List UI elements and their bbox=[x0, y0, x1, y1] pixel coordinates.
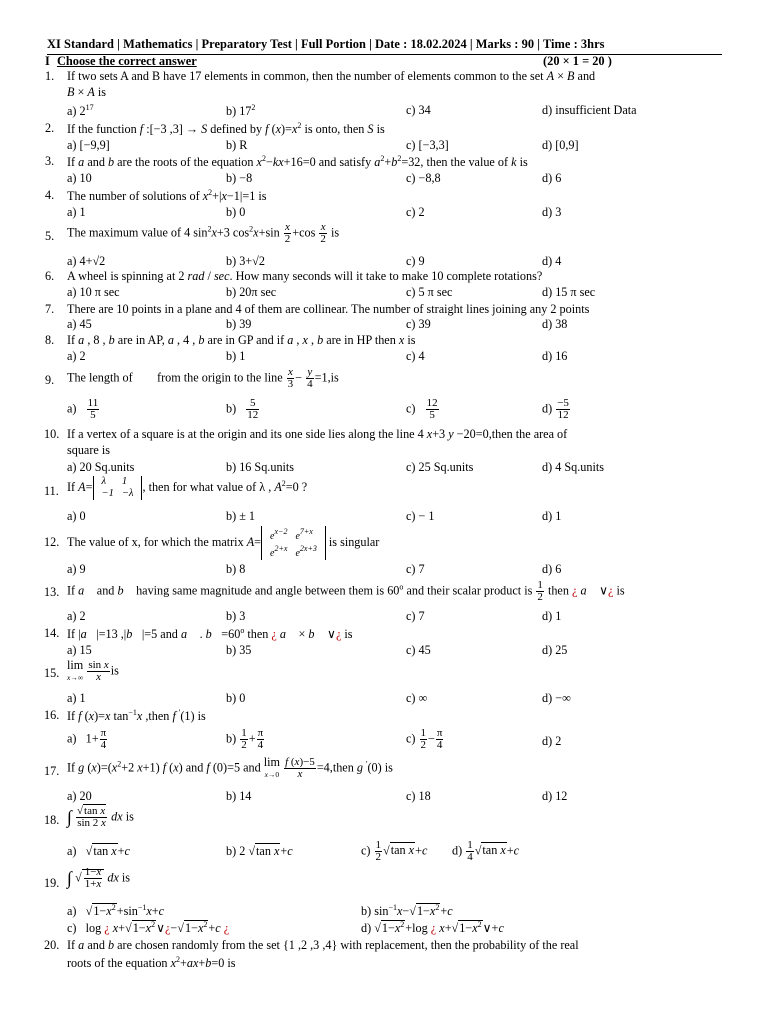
option-b: b) 35 bbox=[226, 643, 252, 657]
section-marks: (20 × 1 = 20 ) bbox=[543, 54, 612, 68]
question-number: 16. bbox=[44, 708, 60, 722]
question-number: 18. bbox=[44, 813, 60, 827]
section-number: I bbox=[45, 54, 50, 68]
option-b: b) $\frac{5}{12}$ bbox=[226, 397, 259, 421]
question-text: If a⃗ and b⃗ having same magnitude and angle between them is 60$^o$ and their scalar product is $\frac{1}{2}$ then ¿ a⃗ ∨¿ is bbox=[67, 579, 625, 603]
option-c: c) 34 bbox=[406, 103, 431, 117]
question-number: 5. bbox=[45, 229, 55, 243]
option-a: a) [−9,9] bbox=[67, 138, 110, 152]
question-text-line2: square is bbox=[67, 443, 110, 457]
option-d: d) 1 bbox=[542, 609, 562, 623]
section-heading bbox=[45, 54, 721, 69]
question-text: The length of from the origin to the line $\frac{x}{3}$ − $\frac{y}{4}$ =1,is bbox=[67, 366, 339, 390]
option-c: c) 45 bbox=[406, 643, 431, 657]
question-text: The number of solutions of $x^2+|x-1|=1$ is bbox=[67, 188, 267, 203]
paper-header: XI Standard | Mathematics | Preparatory Test | Full Portion | Date : 18.02.2024 | Marks : 90 | Time : 3hrs bbox=[47, 37, 722, 55]
question-text: lim x→∞ $\frac{\text{sin x}}{x}$ is bbox=[67, 658, 119, 683]
option-a: a) 1 bbox=[67, 691, 86, 705]
option-d: d) 4 Sq.units bbox=[542, 460, 604, 474]
option-a: a) 0 bbox=[67, 509, 86, 523]
question-text: The maximum value of 4 $\sin^2x+3$ $\cos^2x+\sin$ $\frac{x}{2}$ +cos $\frac{x}{2}$ is bbox=[67, 221, 340, 245]
option-a: a) 2 bbox=[67, 609, 86, 623]
option-b: b) R bbox=[226, 138, 248, 152]
option-c: c) 2 bbox=[406, 205, 425, 219]
option-c: c) $\frac{12}{5}$ bbox=[406, 397, 438, 421]
option-d: d) 2 bbox=[542, 734, 562, 748]
question-number: 10. bbox=[44, 427, 60, 441]
option-d: d) $\frac{1}{4}$ √tan x+c bbox=[452, 839, 520, 863]
option-b: b) 20π sec bbox=[226, 285, 277, 299]
option-a: a) 4+√2 bbox=[67, 254, 106, 268]
option-c: c) 4 bbox=[406, 349, 425, 363]
option-c: c) 18 bbox=[406, 789, 431, 803]
option-c: c) 7 bbox=[406, 562, 425, 576]
option-d: d) 1 bbox=[542, 509, 562, 523]
option-a: a) 1 bbox=[67, 205, 86, 219]
question-text: If a and b are the roots of the equation $x^2-kx+16=0$ and satisfy $a^2+b^2=32$, then the value of k is bbox=[67, 154, 528, 169]
question-number: 13. bbox=[44, 585, 60, 599]
question-text: If a , 8 , b are in AP, a , 4 , b are in GP and if a , x , b are in HP then x is bbox=[67, 333, 416, 347]
option-c: c) −8,8 bbox=[406, 171, 441, 185]
option-b: b) $\sin^{-1}x-√1-x^2+c$ bbox=[361, 903, 453, 918]
question-text: If a vertex of a square is at the origin and its one side lies along the line 4 x+3 y −20=0,then the area of bbox=[67, 427, 568, 441]
option-a: a) $2^{17}$ bbox=[67, 103, 94, 118]
question-text: is bbox=[97, 85, 107, 99]
option-d: d) 4 bbox=[542, 254, 562, 268]
option-c: c) 39 bbox=[406, 317, 431, 331]
option-b: b) 0 bbox=[226, 691, 246, 705]
question-number: 6. bbox=[45, 269, 55, 283]
option-a: a) 2 bbox=[67, 349, 86, 363]
option-d: d) $√1-x^2+\log$ ¿ $x+√1-x^2\vee+c$ bbox=[361, 920, 504, 935]
option-a: a) 10 π sec bbox=[67, 285, 120, 299]
option-c: c) $\frac{1}{2}$ − $\frac{\pi}{4}$ bbox=[406, 727, 443, 751]
option-c: c) 7 bbox=[406, 609, 425, 623]
option-d: d) [0,9] bbox=[542, 138, 579, 152]
option-c: c) 25 Sq.units bbox=[406, 460, 474, 474]
option-a: a) 1+ $\frac{\pi}{4}$ bbox=[67, 727, 107, 751]
option-d: d) 12 bbox=[542, 789, 568, 803]
question-number: 9. bbox=[45, 373, 55, 387]
question-text: There are 10 points in a plane and 4 of them are collinear. The number of straight lines joining any 2 points bbox=[67, 302, 590, 316]
option-d: d) 6 bbox=[542, 171, 562, 185]
question-text: The value of x, for which the matrix A= $e^{x-2}$ $e^{7+x}$ $e^{2+x}$ $e^{2x+3}$ is singular bbox=[67, 527, 380, 559]
option-d: d) 6 bbox=[542, 562, 562, 576]
option-a: a) 9 bbox=[67, 562, 86, 576]
question-number: 11. bbox=[44, 484, 59, 498]
question-text: If two sets A and B have 17 elements in common, then the number of elements common to the set bbox=[67, 69, 544, 83]
option-c: c) [−3,3] bbox=[406, 138, 449, 152]
option-b: b) $17^2$ bbox=[226, 103, 256, 118]
option-d: d) 38 bbox=[542, 317, 568, 331]
option-a: a) 45 bbox=[67, 317, 92, 331]
option-d: d) 3 bbox=[542, 205, 562, 219]
option-c: c) log ¿ $x+√1-x^2\vee¿-√1-x^2+c$ ¿ bbox=[67, 920, 230, 935]
question-text: If a and b are chosen randomly from the set {1 ,2 ,3 ,4} with replacement, then the probability of the real bbox=[67, 938, 579, 952]
option-a: a) $\frac{11}{5}$ bbox=[67, 397, 99, 421]
option-a: a) 10 bbox=[67, 171, 92, 185]
option-c: c) 9 bbox=[406, 254, 425, 268]
option-c: c) ∞ bbox=[406, 691, 428, 705]
question-text: If A= λ 1 −1 −λ , then for what value of λ , $A^2=0$ ? bbox=[67, 476, 308, 499]
option-b: b) −8 bbox=[226, 171, 253, 185]
option-c: c) 5 π sec bbox=[406, 285, 453, 299]
option-b: b) 0 bbox=[226, 205, 246, 219]
question-number: 12. bbox=[44, 535, 60, 549]
question-text: If g $(x)=(x^2+2$ x+1) f (x) and f (0)=5 and lim x→0 $\frac{f (x)-5}{x}$ =4,then g '(0) is bbox=[67, 755, 393, 780]
option-a: a) 20 bbox=[67, 789, 92, 803]
option-b: b) 3+√2 bbox=[226, 254, 265, 268]
option-d: d) 16 bbox=[542, 349, 568, 363]
question-number: 1. bbox=[45, 69, 55, 83]
option-b: b) 16 Sq.units bbox=[226, 460, 295, 474]
question-number: 4. bbox=[45, 188, 55, 202]
question-number: 20. bbox=[44, 938, 60, 952]
question-text: If |a⃗|=13 ,|b⃗|=5 and a⃗ . $b⃗=60^o$ then ¿ a⃗ × b⃗ ∨¿ is bbox=[67, 626, 353, 641]
option-b: b) 3 bbox=[226, 609, 246, 623]
question-text: A wheel is spinning at 2 rad / sec. How many seconds will it take to make 10 complete rotations? bbox=[67, 269, 543, 283]
question-text: ∫ √ $\frac{1-x}{1+x}$ dx is bbox=[67, 866, 131, 890]
option-b: b) 2 √tan x+c bbox=[226, 844, 293, 858]
question-text: If the function f :[−3 ,3] → S defined by f $(x)=x^2$ is onto, then S is bbox=[67, 121, 385, 136]
question-text-line2: roots of the equation $x^2+ax+b=0$ is bbox=[67, 955, 236, 970]
section-title: Choose the correct answer bbox=[56, 54, 197, 68]
question-paper-page: XI Standard | Mathematics | Preparatory Test | Full Portion | Date : 18.02.2024 | Marks : 90 | Time : 3hrs I Choose the correct answer (20 × 1 = 20 ) 1. If two sets A and B have 17 elements in common, then the number of elements common to the set A × B and B × A is a) $2^{17}$ b) $17^2$ c) 34 d) insufficient Data 2. If the function f :[−3 ,3] → S defined by f $(x)=x^2$ is onto, then S is a) [−9,9] b) R c) [−3,3] d) [0,9] 3. If a and b are the roots of the equation $x^2-kx+16=0$ and satisfy $a^2+b^2=32$, then the value of k is a) 10 b) −8 c) −8,8 d) 6 4. The number of solutions of $x^2+|x-1|=1$ is a) 1 b) 0 c) 2 d) 3 5. The maximum value of 4 $\sin^2x+3$ $\cos^2x+\sin$ $\frac{x}{2}$ +cos $\frac{x}{2}$ is a) 4+√2 b) 3+√2 c) 9 d) 4 6. A wheel is spinning at 2 rad / sec. How many seconds will it take to make 10 complete rotations? a) 10 π sec b) 20π sec c) 5 π sec d) 15 π sec 7. There are 10 points in a plane and 4 of them are collinear. The number of straight lines joining any 2 points a) 45 b) 39 c) 39 d) 38 8. If a , 8 , b are in AP, a , 4 , b are in GP and if a , x , b are in HP then x is a) 2 b) 1 c) 4 d) 16 9. The length of from the origin to the line $\frac{x}{3}$ − $\frac{y}{4}$ =1,is a) $\frac{11}{5}$ b) $\frac{5}{12}$ c) $\frac{12}{5}$ d) $\frac{-5}{12}$ 10. If a vertex of a square is at the origin and its one side lies along the line 4 x+3 y −20=0,then the area of square is a) 20 Sq.units b) 16 Sq.units c) 25 Sq.units d) 4 Sq.units 11. If A= λ 1 −1 −λ , then for what value of λ , $A^2=0$ ? a) 0 b) ± 1 c) − 1 d) 1 12. The value of x, for which the matrix A= $e^{x-2}$ $e^{7+x}$ $e^{2+x}$ $e^{2x+3}$ is singular a) 9 b) 8 c) 7 d) 6 13. If a⃗ and b⃗ having same magnitude and angle between them is 60$^o$ and their scalar product is $\frac{1}{2}$ then ¿ a⃗ ∨¿ is a) 2 b) 3 c) 7 d) 1 14. If |a⃗|=13 ,|b⃗|=5 and a⃗ . $b⃗=60^o$ then ¿ a⃗ × b⃗ ∨¿ is a) 15 b) 35 c) 45 d) 25 15. lim x→∞ $\frac{\text{sin x}}{x}$ is a) 1 b) 0 c) ∞ d) −∞ 16. If f (x)=x $\tan^{-1}x$ ,then f '(1) is a) 1+ $\frac{\pi}{4}$ b) $\frac{1}{2}$ + $\frac{\pi}{4}$ c) $\frac{1}{2}$ − $\frac{\pi}{4}$ d) 2 17. If g $(x)=(x^2+2$ x+1) f (x) and f (0)=5 and lim x→0 $\frac{f (x)-5}{x}$ =4,then g '(0) is a) 20 b) 14 c) 18 d) 12 18. ∫ $\frac{\text{√tan x}}{\sin 2 x}$ dx is a) √tan x+c b) 2 √tan x+c c) $\frac{1}{2}$ √tan x+c d) $\frac{1}{4}$ √tan x+c 19. ∫ √ $\frac{1-x}{1+x}$ dx is a) $√1-x^2+\sin^{-1}x+c$ b) $\sin^{-1}x-√1-x^2+c$ c) log ¿ $x+√1-x^2\vee¿-√1-x^2+c$ ¿ d) $√1-x^2+\log$ ¿ $x+√1-x^2\vee+c$ 20. If a and b are chosen randomly from the set {1 ,2 ,3 ,4} with replacement, then the probability of the real roots of the equation $x^2+ax+b=0$ is bbox=[0, 0, 768, 1024]
option-a: a) 20 Sq.units bbox=[67, 460, 135, 474]
question-number: 14. bbox=[44, 626, 60, 640]
option-d: d) 15 π sec bbox=[542, 285, 596, 299]
option-d: d) 25 bbox=[542, 643, 568, 657]
question-number: 7. bbox=[45, 302, 55, 316]
question-number: 17. bbox=[44, 764, 60, 778]
option-b: b) 8 bbox=[226, 562, 246, 576]
question-text: ∫ $\frac{\text{√tan x}}{\sin 2 x}$ dx is bbox=[67, 805, 134, 829]
option-c: c) − 1 bbox=[406, 509, 435, 523]
option-b: b) 14 bbox=[226, 789, 252, 803]
option-b: b) $\frac{1}{2}$ + $\frac{\pi}{4}$ bbox=[226, 727, 264, 751]
question-number: 19. bbox=[44, 876, 60, 890]
option-b: b) ± 1 bbox=[226, 509, 256, 523]
option-b: b) 39 bbox=[226, 317, 252, 331]
option-b: b) 1 bbox=[226, 349, 246, 363]
question-text: If f (x)=x $\tan^{-1}x$ ,then f '(1) is bbox=[67, 708, 206, 723]
option-d: d) $\frac{-5}{12}$ bbox=[542, 397, 569, 421]
question-number: 3. bbox=[45, 154, 55, 168]
option-c: c) $\frac{1}{2}$ √tan x+c bbox=[361, 839, 428, 863]
option-a: a) 15 bbox=[67, 643, 92, 657]
option-a: a) √tan x+c bbox=[67, 844, 130, 858]
option-d: d) insufficient Data bbox=[542, 103, 637, 117]
question-number: 8. bbox=[45, 333, 55, 347]
option-a: a) $√1-x^2+\sin^{-1}x+c$ bbox=[67, 903, 165, 918]
question-number: 15. bbox=[44, 666, 60, 680]
question-number: 2. bbox=[45, 121, 55, 135]
option-d: d) −∞ bbox=[542, 691, 571, 705]
